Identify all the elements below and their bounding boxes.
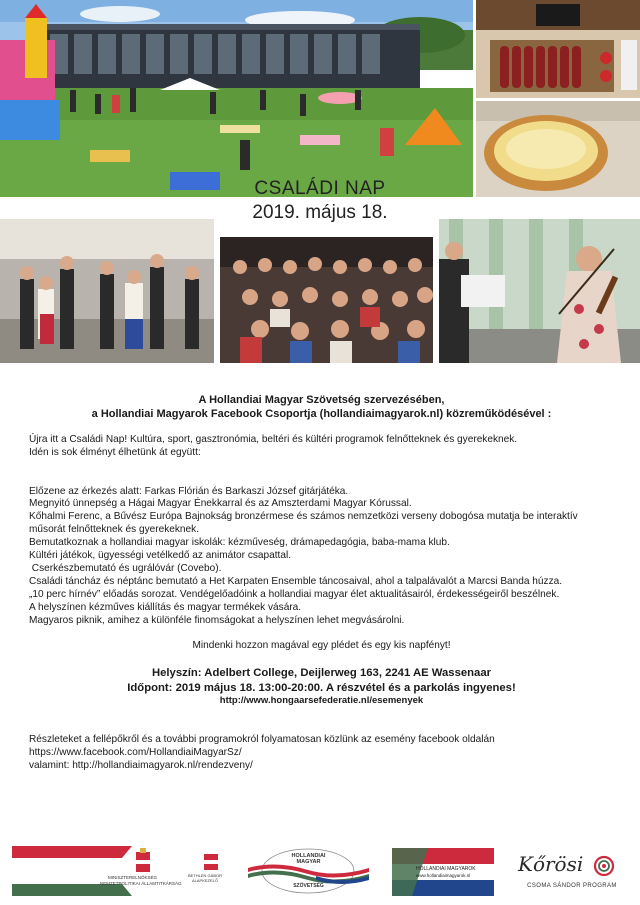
logo-hollandiai-magyar-szovetseg [246,846,371,896]
event-title: CSALÁDI NAP [254,178,386,199]
program-line: Magyaros piknik, amihez a különféle finomságokat a helyszínen lehet megvásárolni. [29,614,405,626]
location-line: Helyszín: Adelbert College, Deijlerweg 163, 2241 AE Wassenaar [151,667,492,680]
hm-flag-title: HOLLANDIAI MAGYAROK [416,866,476,872]
heading-line-1: A Hollandiai Magyar Szövetség szervezésében, [198,394,445,406]
facebook-link[interactable]: https://www.facebook.com/HollandiaiMagyarSz/ [29,746,242,758]
announcement-body [29,393,614,773]
program-line: A helyszínen kézműves kiállítás és magyar termékek vására. [29,601,302,613]
logo-korosi-csoma-program [512,848,632,896]
ministry-label-1: MINISZTERELNÖKSÉG [108,875,158,880]
korosi-subtitle: CSOMA SÁNDOR PROGRAM [527,883,617,889]
program-line: „10 perc hírnév” előadás sorozat. Vendégelőadóink a hollandiai magyar élet aktualitásairól, érdekességeiről beszélnek. [29,588,560,600]
intro-line: Idén is sok élményt élhetünk át együtt: [29,446,201,458]
ministry-label-2: NEMZETPOLITIKAI ÁLLAMTITKÁRSÁG [100,881,182,886]
heading-line-2: a Hollandiai Magyarok Facebook Csoportja (hollandiaimagyarok.nl) közreműködésével : [91,408,552,420]
photo-folk-dance [0,219,214,363]
logo-hollandiai-magyarok-flag [392,848,494,896]
program-line: Megnyitó ünnepség a Hágai Magyar Énekkarral és az Amszterdami Magyar Kórussal. [29,498,412,510]
program-line: Cserkészbemutató és ugrálóvár (Covebo). [29,562,222,574]
program-line: Előzene az érkezés alatt: Farkas Flórián és Barkaszi József gitárjátéka. [29,485,349,497]
photo-violinist [439,219,640,363]
event-date: 2019. május 18. [252,202,388,223]
program-line: Családi táncház és néptánc bemutató a Het Karpaten Ensemble táncosaival, ahol a talpalávalót a Marcsi Banda húzza. [29,575,563,587]
program-line: Bemutatkoznak a hollandiai magyar iskolák: kézműveség, drámapedagógia, baba-mama klub. [29,537,450,549]
photo-sausages [476,0,640,98]
time-line: Időpont: 2019 május 18. 13:00-20:00. A részvétel és a parkolás ingyenes! [127,681,516,694]
details-line: Részleteket a fellépőkről és a további programokról folyamatosan közlünk az esemény facebook oldalán [29,733,495,745]
photo-langos [476,101,640,197]
details-link-line[interactable]: valamint: http://hollandiaimagyarok.nl/rendezveny/ [29,759,253,771]
event-title-block [215,178,425,224]
bethlen-label: BETHLEN GÁBOR ALAPKEZELŐ [188,873,223,883]
hms-label-2: MAGYAR [296,859,321,865]
program-line: műsorát felnőtteknek és gyerekeknek. [29,524,200,536]
photo-picnic-lawn [0,0,473,197]
event-url-link[interactable]: http://www.hongaarsefederatie.nl/esemenyek [219,695,424,707]
program-line: Kültéri játékok, ügyességi vetélkedő az animátor csapattal. [29,550,292,562]
logo-ministry-bethlen [12,846,222,896]
hms-label-3: SZÖVETSÉG [293,883,324,889]
hms-label-1: HOLLANDIAI [291,853,326,859]
korosi-name: Kőrösi [518,852,584,876]
photo-audience [220,237,433,363]
closing-line: Mindenki hozzon magával egy plédet és egy kis napfényt! [192,640,451,652]
intro-line: Újra itt a Családi Nap! Kultúra, sport, gasztronómia, beltéri és kültéri programok felnőtteknek és gyerekeknek. [29,433,518,445]
hm-flag-url: www.hollandiaimagyarok.nl [416,873,471,878]
program-line: Kőhalmi Ferenc, a Bűvész Európa Bajnokság bronzérmese és számos nemzetközi verseny dobogósa mutatja be interaktív [29,511,578,523]
